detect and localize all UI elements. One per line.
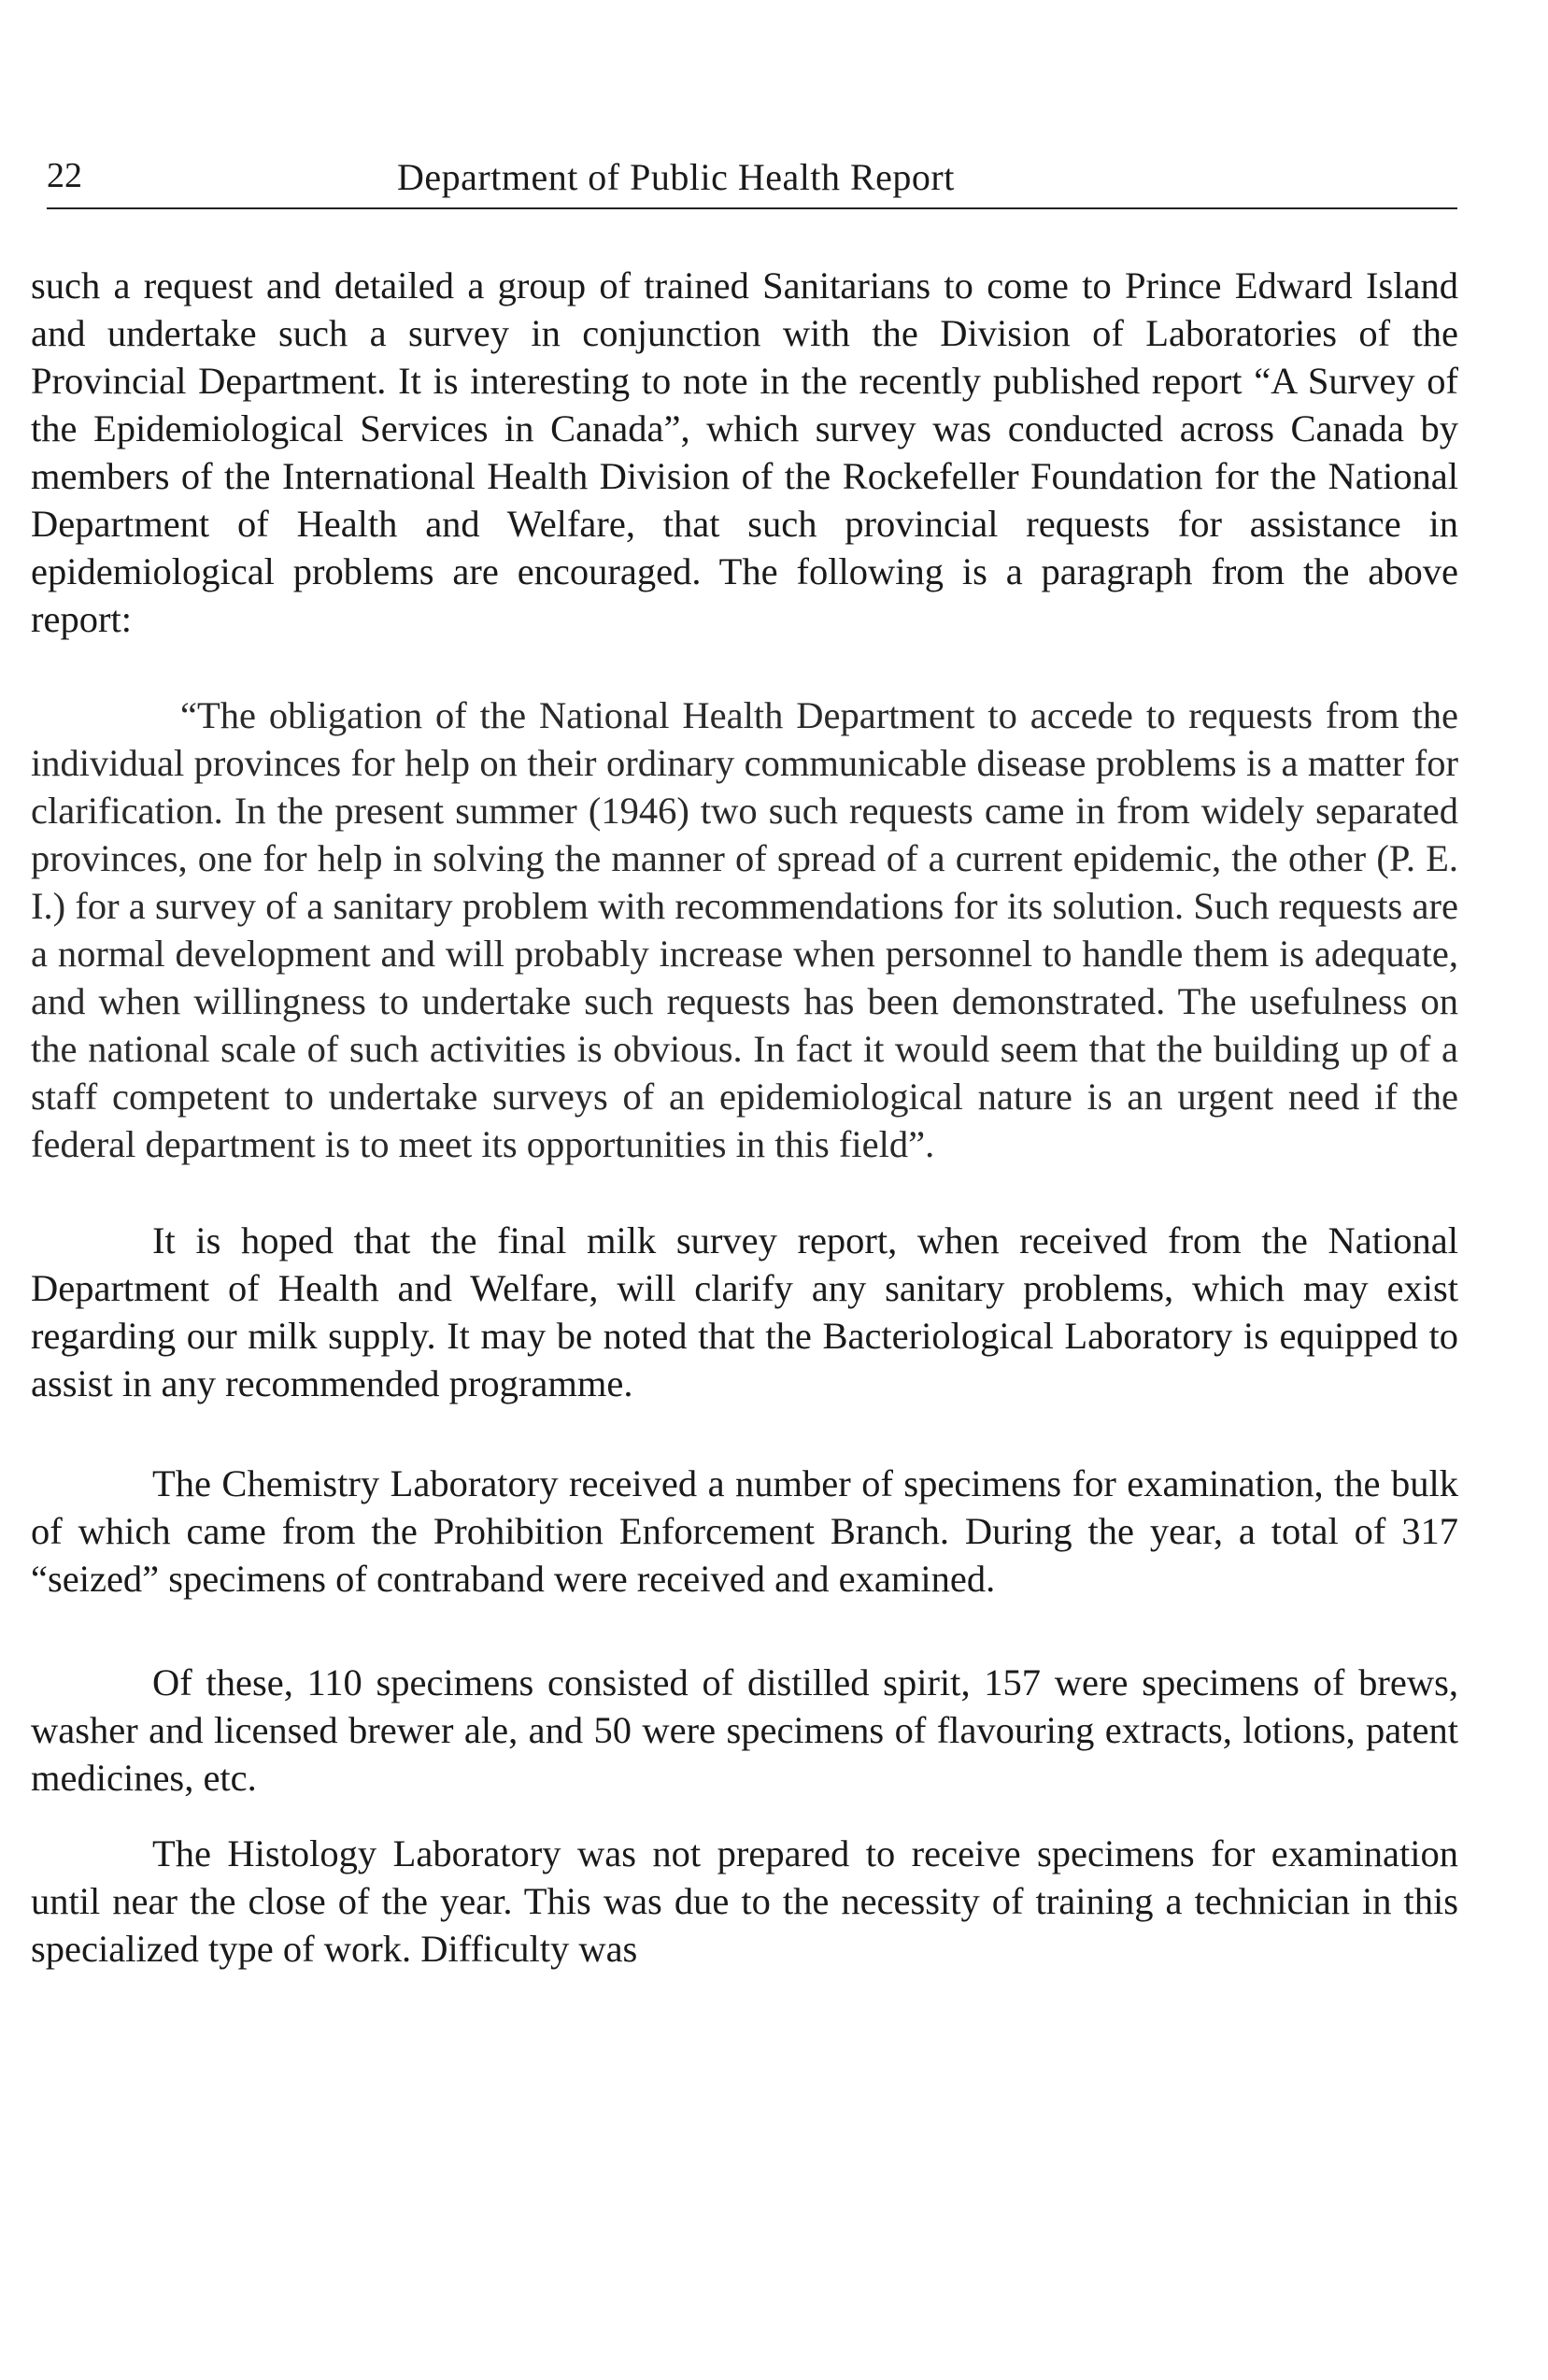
running-title: Department of Public Health Report bbox=[397, 156, 955, 198]
paragraph-specimen-breakdown: Of these, 110 specimens consisted of distilled spirit, 157 were specimens of brews, washer and licensed brewer ale, and 50 were specimens of flavouring extracts, lotions, patent medicines, etc. bbox=[31, 1661, 1458, 1799]
page-number: 22 bbox=[47, 156, 82, 195]
paragraph-continuation: such a request and detailed a group of trained Sanitarians to come to Prince Edward Island and undertake such a survey in conjunction with the Division of Laboratories of the Provincial Department. It is interesting to note in the recently published report “A Survey of the Epidemiological Services in Canada”, which survey was conducted across Canada by members of the International Health Division of the Rockefeller Foundation for the National Department of Health and Welfare, that such provincial requests for assistance in epidemiological problems are encouraged. The following is a paragraph from the above report: bbox=[31, 264, 1458, 640]
paragraph-histology-laboratory: The Histology Laboratory was not prepared to receive specimens for examination until near the close of the year. This was due to the necessity of training a technician in this specialized type of work. Difficulty was bbox=[31, 1832, 1458, 1970]
body-text bbox=[31, 262, 1458, 1973]
page-header bbox=[47, 150, 1457, 209]
paragraph-milk-survey: It is hoped that the final milk survey report, when received from the National Department of Health and Welfare, will clarify any sanitary problems, which may exist regarding our milk supply. It may be noted that the Bacteriological Laboratory is equipped to assist in any recommended programme. bbox=[31, 1219, 1458, 1404]
quoted-paragraph: “The obligation of the National Health Department to accede to requests from the individual provinces for help on their ordinary communicable disease problems is a matter for clarification. In the present summer (1946) two such requests came in from widely separated provinces, one for help in solving the manner of spread of a current epidemic, the other (P. E. I.) for a survey of a sanitary problem with recommendations for its solution. Such requests are a normal development and will probably increase when personnel to handle them is adequate, and when willingness to undertake such requests has been demonstrated. The usefulness on the national scale of such activities is obvious. In fact it would seem that the building up of a staff competent to undertake surveys of an epidemiological nature is an urgent need if the federal department is to meet its opportunities in this field”. bbox=[31, 694, 1458, 1165]
paragraph-chemistry-laboratory: The Chemistry Laboratory received a number of specimens for examination, the bulk of which came from the Prohibition Enforcement Branch. During the year, a total of 317 “seized” specimens of contraband were received and examined. bbox=[31, 1462, 1458, 1600]
